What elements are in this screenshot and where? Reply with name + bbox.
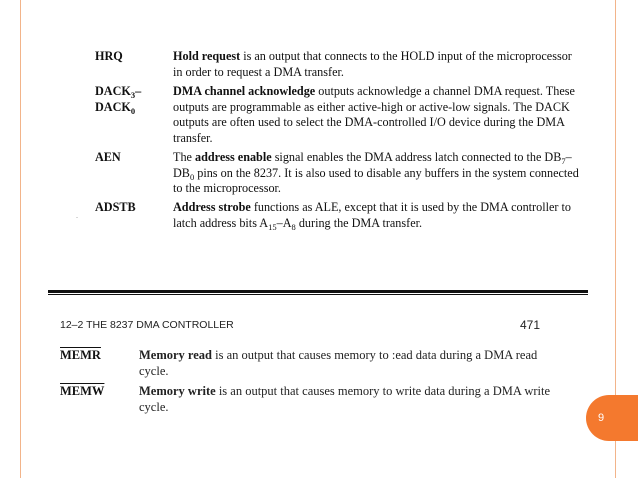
- term-dack0-sub: 0: [130, 105, 136, 116]
- desc-aen-text-b: pins on the 8237. It is also used to disable any buffers in the system connected to the microprocessor.: [173, 165, 579, 195]
- desc-hrq: [173, 49, 583, 80]
- term-memr: MEMR: [60, 348, 101, 362]
- desc-aen-pre: The: [173, 150, 195, 164]
- term-dack: [95, 84, 141, 115]
- term-adstb: ADSTB: [95, 200, 136, 214]
- desc-adstb-sub-a: 15: [268, 221, 277, 232]
- rule-thick: [48, 290, 588, 293]
- term-dack-dash: –: [135, 84, 142, 98]
- desc-memw-text: is an output that causes memory to write data during a DMA write cycle.: [139, 384, 551, 414]
- section-header: 12–2 THE 8237 DMA CONTROLLER: [60, 319, 234, 331]
- term-dack0-main: DACK: [95, 99, 131, 114]
- desc-memr-lead: Memory read: [139, 348, 213, 362]
- desc-memr: [139, 348, 559, 379]
- desc-dack-text: outputs acknowledge a channel DMA request. These outputs are programmable as either active-high or active-low signals. The DACK outputs are often used to select the DMA-controlled I/O device during the DMA transfer.: [173, 84, 575, 145]
- stray-dot: .: [76, 211, 78, 220]
- desc-aen-sub-a: 7: [561, 156, 566, 166]
- desc-aen-lead: address enable: [195, 150, 272, 164]
- desc-adstb-lead: Address strobe: [173, 200, 251, 214]
- desc-hrq-lead: Hold request: [173, 49, 241, 63]
- desc-aen-sub-b: 0: [189, 171, 195, 182]
- term-hrq: HRQ: [95, 49, 123, 63]
- desc-memr-text: is an output that causes memory to :ead data during a DMA read cycle.: [139, 348, 538, 378]
- desc-memw: [139, 384, 559, 415]
- slide-number-badge: 9: [586, 395, 638, 441]
- desc-adstb-text-a: functions as ALE, except that it is used by the DMA controller to latch address bits A: [173, 200, 571, 230]
- desc-adstb-sub-b: 8: [291, 221, 296, 232]
- term-dack3-main: DACK: [95, 84, 131, 98]
- desc-hrq-text: is an output that connects to the HOLD input of the microprocessor in order to request a DMA transfer.: [173, 49, 572, 79]
- desc-aen: [173, 150, 583, 197]
- rule-thin: [48, 294, 588, 295]
- desc-adstb: [173, 200, 583, 231]
- term-aen: AEN: [95, 150, 121, 164]
- desc-aen-text-a: signal enables the DMA address latch connected to the DB: [271, 150, 562, 164]
- desc-dack: [173, 84, 583, 146]
- page-number: 471: [520, 318, 541, 332]
- term-memw: MEMW: [60, 384, 105, 398]
- desc-memw-lead: Memory write: [139, 384, 216, 398]
- left-border-line: [20, 0, 21, 478]
- term-dack3-sub: 3: [130, 90, 136, 100]
- desc-adstb-dash: –A: [276, 215, 292, 230]
- desc-dack-lead: DMA channel acknowledge: [173, 84, 316, 98]
- desc-aen-dash: –DB: [173, 150, 572, 180]
- desc-adstb-text-b: during the DMA transfer.: [295, 215, 423, 230]
